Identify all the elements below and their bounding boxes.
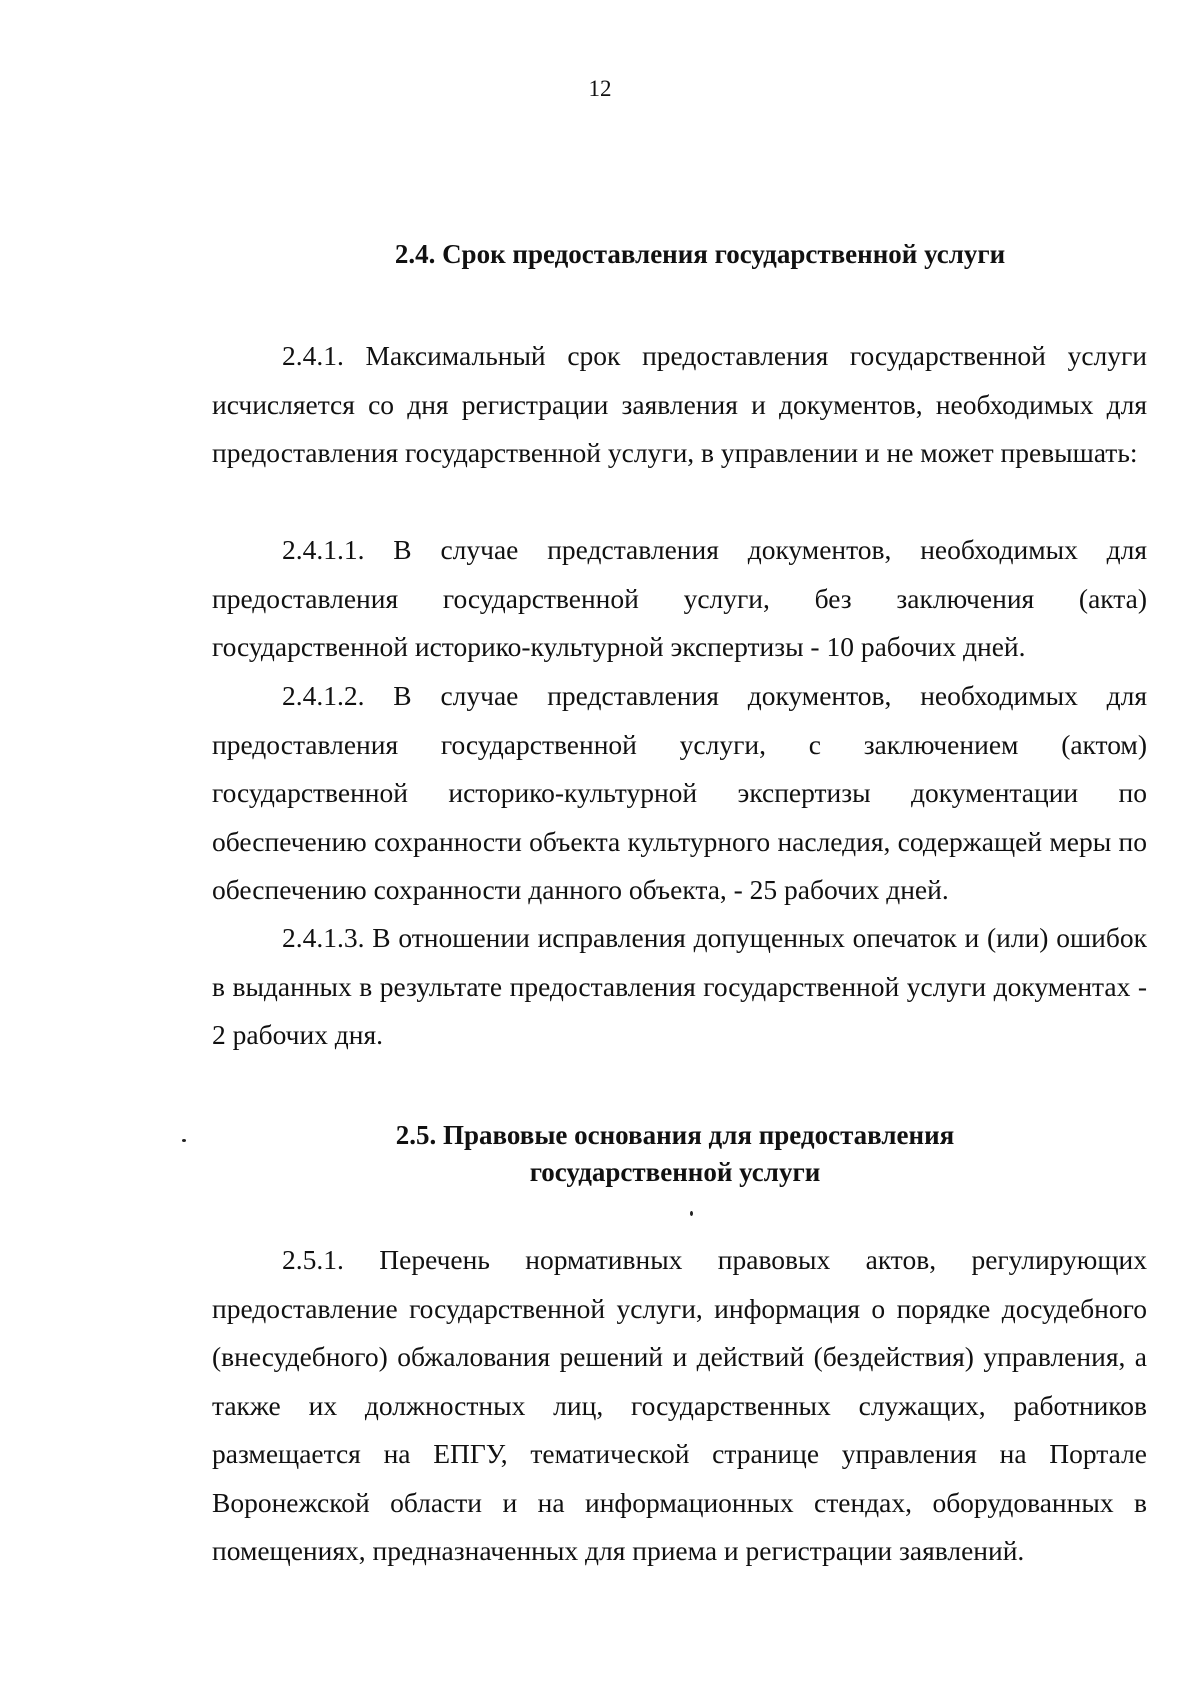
paragraph-2-4-1-1: 2.4.1.1. В случае представления документов, необходимых для предоставления государственной услуги, без заключения (акта) государственной историко-культурной экспертизы - 10 рабочих дней. <box>212 534 1147 662</box>
section-2-4-heading: 2.4. Срок предоставления государственной услуги <box>394 239 1006 269</box>
section-2-5-heading-line-2: государственной услуги <box>529 1157 821 1187</box>
scan-speck <box>182 1139 186 1142</box>
scan-speck <box>690 1211 693 1216</box>
paragraph-2-4-1-2: 2.4.1.2. В случае представления документов, необходимых для предоставления государственной услуги, с заключением (актом) государственной историко-культурной экспертизы документации по обеспечению сохранности объекта культурного наследия, содержащей меры по обеспечению сохранности данного объекта, - 25 рабочих дней. <box>212 680 1147 905</box>
paragraph-2-5-1: 2.5.1. Перечень нормативных правовых актов, регулирующих предоставление государственной услуги, информация о порядке досудебного (внесудебного) обжалования решений и действий (бездействия) управления, а также их должностных лиц, государственных служащих, работников размещается на ЕПГУ, тематической странице управления на Портале Воронежской области и на информационных стендах, оборудованных в помещениях, предназначенных для приема и регистрации заявлений. <box>212 1244 1147 1566</box>
paragraph-2-4-1-3: 2.4.1.3. В отношении исправления допущенных опечаток и (или) ошибок в выданных в результате предоставления государственной услуги документах - 2 рабочих дня. <box>212 922 1147 1050</box>
section-2-5-heading <box>200 1117 1150 1191</box>
section-2-5-heading-line-1: 2.5. Правовые основания для предоставления <box>395 1120 955 1150</box>
paragraph-2-4-1: 2.4.1. Максимальный срок предоставления государственной услуги исчисляется со дня регистрации заявления и документов, необходимых для предоставления государственной услуги, в управлении и не может превышать: <box>212 340 1147 468</box>
page-number: 12 <box>588 76 612 101</box>
